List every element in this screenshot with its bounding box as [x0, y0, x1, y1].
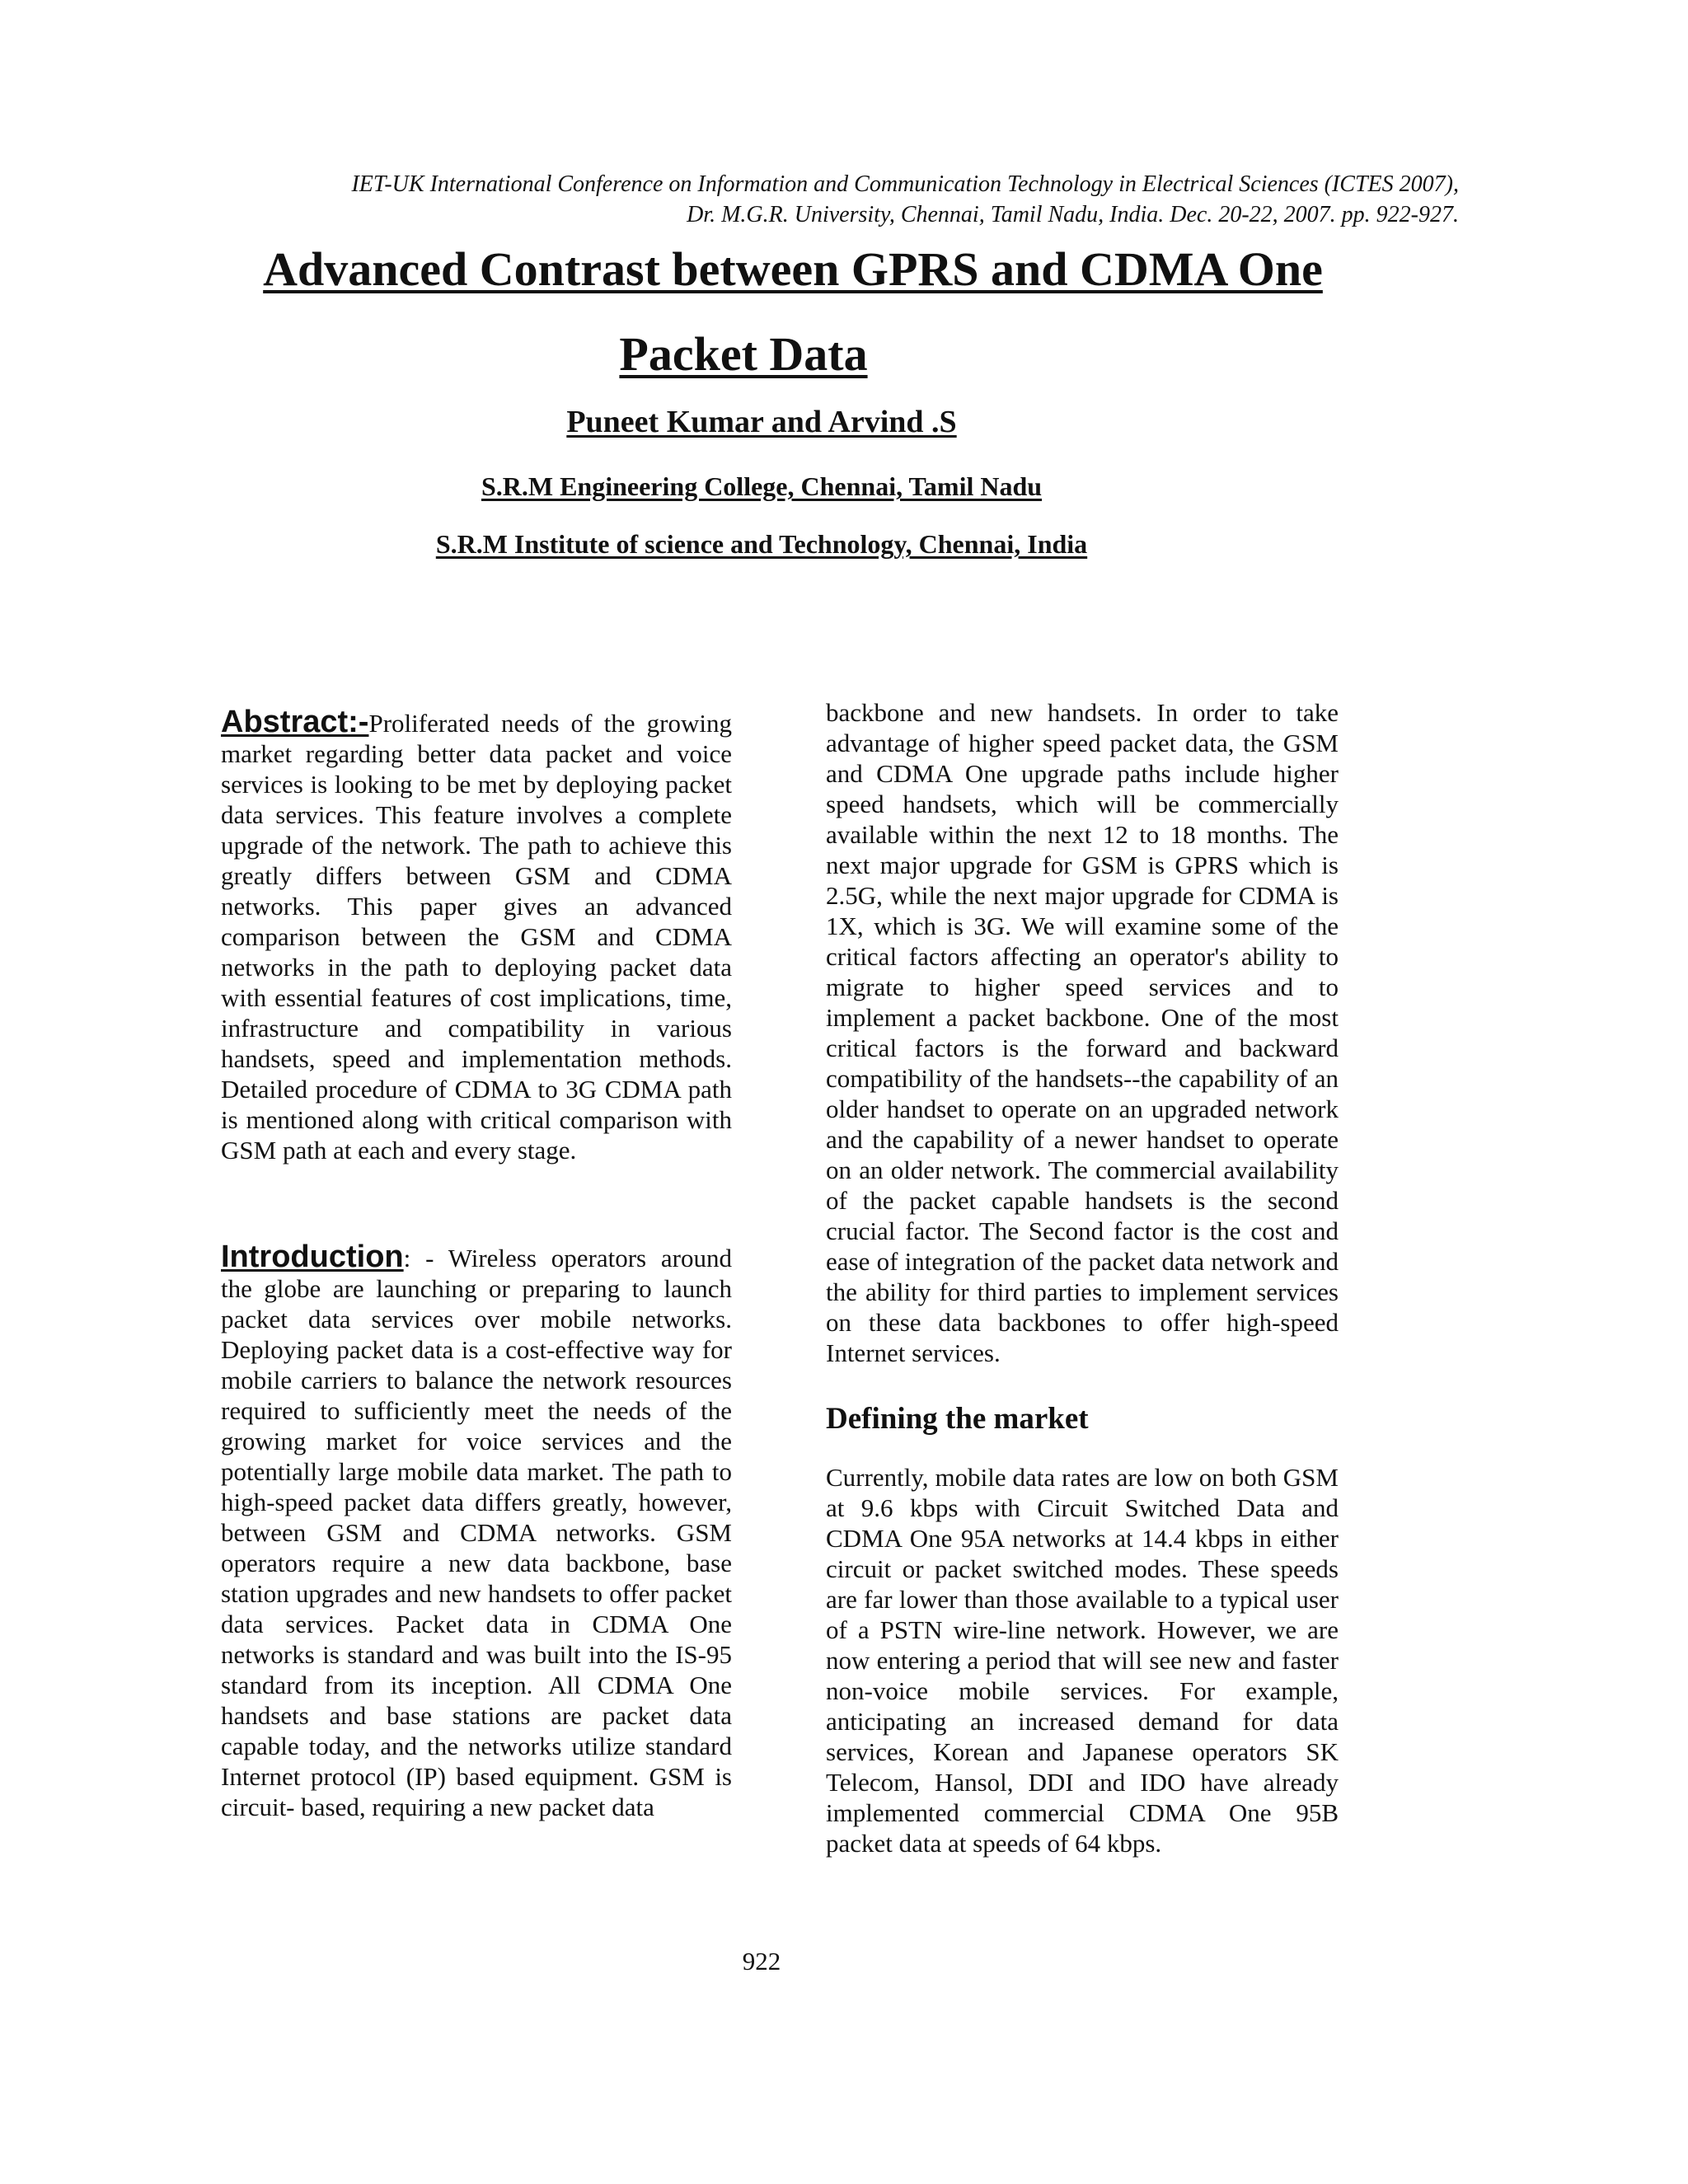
paper-title-line-2: Packet Data — [619, 327, 868, 381]
section-heading-defining-the-market: Defining the market — [826, 1402, 1089, 1436]
abstract-paragraph — [221, 707, 732, 1165]
introduction-continuation: backbone and new handsets. In order to take advantage of higher speed packet data, the GSM and CDMA One upgrade paths include higher speed handsets, which will be commercially available within the next 12 to 18 months. The next major upgrade for GSM is GPRS which is 2.5G, while the next major upgrade for CDMA is 1X, which is 3G. We will examine some of the critical factors affecting an operator's ability to migrate to higher speed services and to implement a packet backbone. One of the most critical factors is the forward and backward compatibility of the handsets--the capability of an older handset to operate on an upgraded network and the capability of a newer handset to operate on an older network. The commercial availability of the packet capable handsets is the second crucial factor. The Second factor is the cost and ease of integration of the packet data network and the ability for third parties to implement services on these data backbones to offer high-speed Internet services. — [826, 698, 1339, 1367]
left-column — [221, 707, 732, 1822]
introduction-separator: : - — [403, 1244, 448, 1272]
authors: Puneet Kumar and Arvind .S — [566, 405, 957, 439]
affiliation-1: S.R.M Engineering College, Chennai, Tamil Nadu — [481, 471, 1043, 501]
page-number: 922 — [742, 1947, 781, 1975]
paper-title-line-1: Advanced Contrast between GPRS and CDMA One — [263, 242, 1323, 296]
section-spacer — [221, 1165, 732, 1242]
defining-the-market-paragraph: Currently, mobile data rates are low on both GSM at 9.6 kbps with Circuit Switched Data and CDMA One 95A networks at 14.4 kbps in either circuit or packet switched modes. These speeds are far lower than those available to a typical user of a PSTN wire-line network. However, we are now entering a period that will see new and faster non-voice mobile services. For example, anticipating an increased demand for data services, Korean and Japanese operators SK Telecom, Hansol, DDI and IDO have already implemented commercial CDMA One 95B packet data at speeds of 64 kbps. — [826, 1463, 1339, 1858]
affiliation-2: S.R.M Institute of science and Technology, Chennai, India — [435, 529, 1088, 559]
introduction-paragraph — [221, 1242, 732, 1822]
abstract-label: Abstract:- — [221, 705, 369, 739]
right-column — [826, 697, 1339, 1858]
header-line-2: Dr. M.G.R. University, Chennai, Tamil Nadu, India. Dec. 20-22, 2007. pp. 922-927. — [687, 202, 1459, 227]
introduction-label: Introduction — [221, 1240, 404, 1274]
abstract-text: Proliferated needs of the growing market regarding better data packet and voice services is looking to be met by deploying packet data services. This feature involves a complete upgrade of the network. The path to achieve this greatly differs between GSM and CDMA networks. This paper gives an advanced comparison between the GSM and CDMA networks in the path to deploying packet data with essential features of cost implications, time, infrastructure and compatibility in various handsets, speed and implementation methods. Detailed procedure of CDMA to 3G CDMA path is mentioned along with critical comparison with GSM path at each and every stage. — [221, 709, 732, 1165]
header-line-1: IET-UK International Conference on Information and Communication Technology in Electrical Sciences (ICTES 2007), — [351, 171, 1459, 197]
conference-header — [148, 169, 1459, 230]
introduction-text: Wireless operators around the globe are launching or preparing to launch packet data services over mobile networks. Deploying packet data is a cost-effective way for mobile carriers to balance the network resources required to sufficiently meet the needs of the growing market for voice services and the potentially large mobile data market. The path to high-speed packet data differs greatly, however, between GSM and CDMA networks. GSM operators require a new data backbone, base station upgrades and new handsets to offer packet data services. Packet data in CDMA One networks is standard and was built into the IS-95 standard from its inception. All CDMA One handsets and base stations are packet data capable today, and the networks utilize standard Internet protocol (IP) based equipment. GSM is circuit- based, requiring a new packet data — [221, 1244, 732, 1821]
